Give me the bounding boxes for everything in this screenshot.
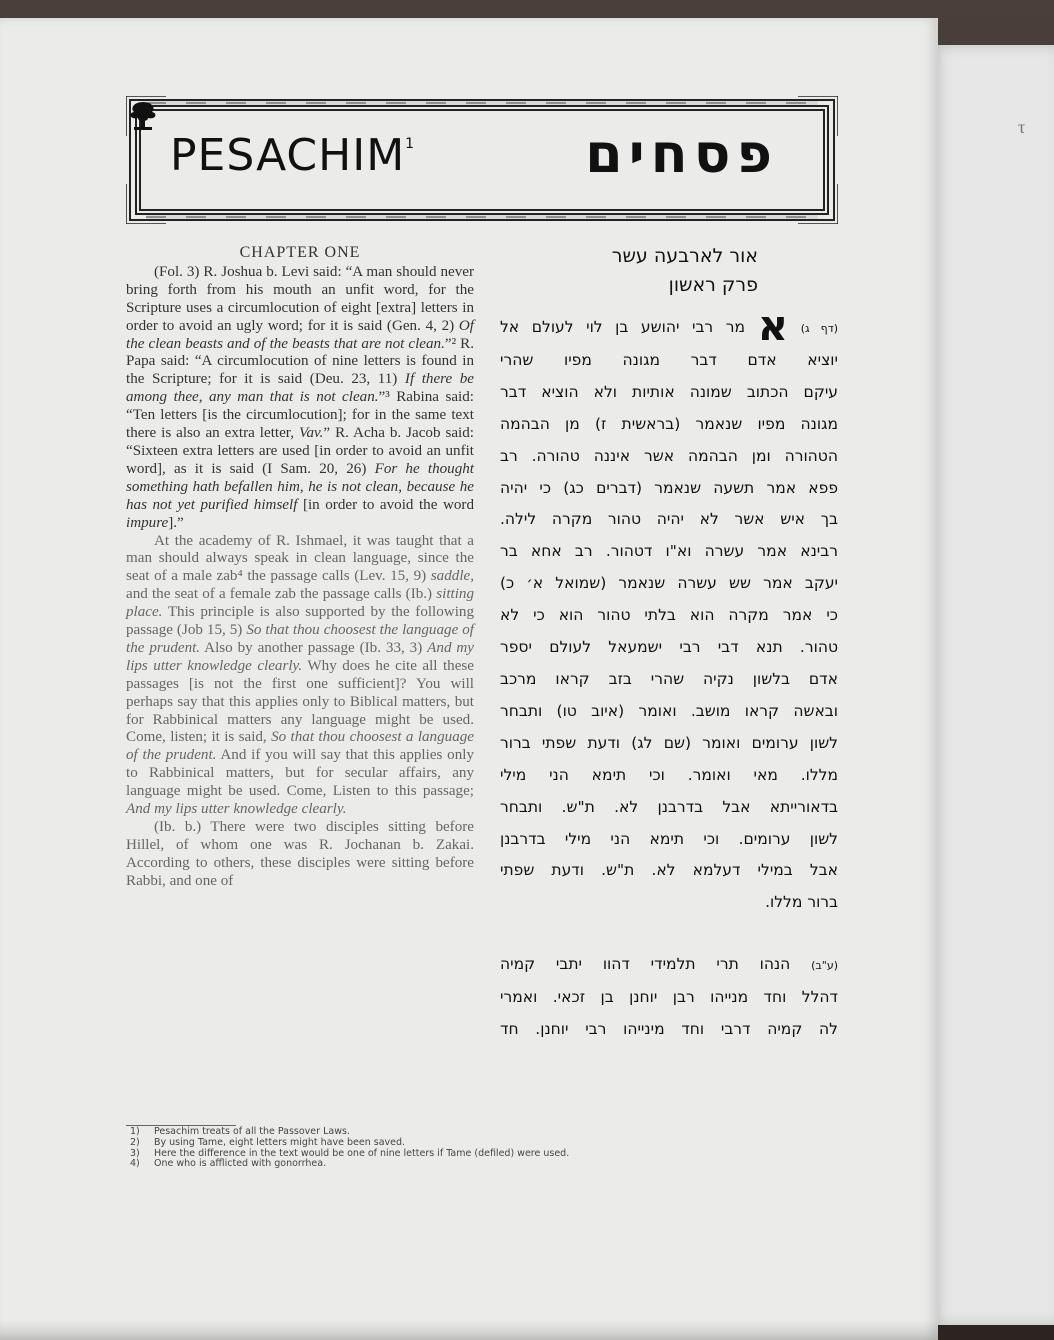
hebrew-line: הטהורה ומן הבהמה אשר איננה טהורה. רב (500, 446, 838, 465)
hebrew-line: עיקם הכתוב שמונה אותיות ולא הוציא דבר (500, 382, 838, 401)
adjacent-page (930, 45, 1054, 1325)
quote-run: And my lips utter knowledge clearly. (126, 801, 347, 818)
text-run: ”³ Rabina said: “Ten letters [is the circumlocution]; for in the same text there is also an extra letter, (126, 389, 474, 442)
paragraph-gap (500, 919, 838, 949)
hebrew-heading-1: אור לארבעה עשר (611, 245, 758, 267)
quote-run: Vav. (298, 425, 324, 442)
hebrew-line: טהור. תנא דבי רבי ישמעאל לעולם יספר (500, 638, 838, 657)
text-run: Why does he cite all these passages [is not the first one sufficient]? You will perhaps say that this applies only to Biblical matters, but for Rabbinical matters any language might be used. Come, listen; it is said, (126, 657, 474, 746)
title-frame (126, 96, 838, 224)
footnote-text: Here the difference in the text would be one of nine letters if Tame (defiled) were used. (154, 1147, 570, 1159)
hebrew-line: פפא אמר תשעה שנאמר (דברים כג) כי יהיה (500, 478, 838, 497)
chapter-heading: CHAPTER ONE (239, 244, 361, 261)
footnote-number: 3) (130, 1147, 140, 1159)
english-paragraph-3: (Ib. b.) There were two disciples sitting before Hillel, of whom one was R. Jochanan b. Zakai. According to others, these disciples were sitting before Rabbi, and one of (126, 819, 474, 889)
title-english (170, 130, 415, 181)
text-run: and the seat of a female zab the passage calls (Ib.) (126, 586, 437, 603)
quote-run: And my lips utter knowledge clearly. (126, 639, 474, 674)
hebrew-line (500, 301, 838, 350)
footnote (130, 1158, 840, 1170)
english-paragraph-2 (126, 533, 474, 820)
hebrew-line: ברור מללו. (765, 893, 838, 912)
english-column (126, 244, 474, 891)
text-run: (Fol. 3) R. Joshua b. Levi said: “A man should never bring forth from his mouth an unfit word, for the Scripture uses a circumlocution of eight [extra] letters in order to avoid an ugly word; for it is said (Gen. 4, 2) (126, 263, 474, 334)
palm-tree-ornament-icon (126, 96, 160, 132)
hebrew-line: יוציא אדם דבר מגונה מפיו שהרי (500, 350, 838, 369)
text-run: At the academy of R. Ishmael, it was taught that a man should always speak in clean language, since the seat of a male zab⁴ the passage calls (Lev. 15, 9) (126, 532, 474, 585)
quote-run: So that thou choosest a language of the prudent. (126, 729, 474, 764)
text-run: And if you will say that this applies only to Rabbinical matters, but for secular affairs, any language might be used. Come, Listen to this passage; (126, 747, 474, 800)
quote-run: saddle, (430, 568, 474, 585)
hebrew-line: אבל במילי דעלמא לא. ת"ש. ודעת שפתי (500, 861, 838, 880)
text-run: ].” (168, 514, 184, 531)
title-english-text: PESACHIM (170, 130, 406, 181)
footnote-number: 4) (130, 1158, 140, 1170)
quote-run: impure (126, 514, 169, 531)
quote-run: Of the clean beasts and of the beasts that are not clean. (126, 317, 474, 352)
hebrew-line: מגונה מפיו שנאמר (בראשית ז) מן הבהמה (500, 414, 838, 433)
hebrew-line: לשון ערומים ואומר (שם לג) ודעת שפתי ברור (500, 733, 838, 752)
hebrew-line: רבינא אמר עשרה וא"ו דטהור. רב אחא בר (500, 542, 838, 561)
hebrew-line (500, 949, 838, 982)
hebrew-line: בדאורייתא אבל בדרבנן לא. ת"ש. ותבחר (500, 797, 838, 816)
footnote-number: 2) (130, 1136, 140, 1148)
footnote-text: One who is afflicted with gonorrhea. (154, 1158, 327, 1170)
footnote-text: Pesachim treats of all the Passover Laws. (154, 1126, 350, 1137)
english-paragraph-1 (126, 264, 474, 533)
hebrew-line: מללו. מאי ואומר. וכי תימא הני מילי (500, 765, 838, 784)
hebrew-line: אדם בלשון נקיה שהרי בזב קראו מרכב (500, 669, 838, 688)
quote-run: For he thought something hath befallen him, he is not clean, because he has not yet purified himself (126, 460, 474, 513)
daf-reference: (דף ג) (800, 322, 838, 335)
footnote-text: By using Tame, eight letters might have been saved. (154, 1136, 406, 1148)
hebrew-text: הנהו תרי תלמידי דהוו יתבי קמיה (500, 955, 791, 974)
text-run: This principle is also supported by the following passage (Job 15, 5) (126, 604, 474, 639)
footnote-number: 1) (130, 1126, 140, 1137)
hebrew-line: דהלל וחד מנייהו רבן יוחנן בן זכאי. ואמרי (500, 988, 838, 1007)
hebrew-line: יעקב אמר שש עשרה שנאמר (שמואל א׳ כ) (500, 574, 838, 593)
quote-run: If there be among thee, any man that is not clean. (126, 371, 474, 406)
page-shadow (0, 1320, 938, 1340)
text-run: ”² R. Papa said: “A circumlocution of nine letters is found in the Scripture; for it is said (Deu. 23, 11) (126, 335, 475, 388)
hebrew-column (500, 242, 838, 1046)
initial-aleph: א (757, 301, 789, 350)
footnotes (130, 1126, 840, 1170)
hebrew-heading-2: פרק ראשון (668, 274, 758, 296)
hebrew-text: מר רבי יהושע בן לוי לעולם אל (500, 318, 745, 336)
margin-mark: τ (1018, 117, 1026, 137)
title-footnote-ref: 1 (405, 136, 416, 152)
hebrew-line: בך איש אשר לא יהיה טהור מקרה לילה. (500, 510, 838, 529)
text-run: Also by another passage (Ib. 33, 3) (200, 639, 428, 656)
text-run: ” R. Acha b. Jacob said: “Sixteen extra letters are used [in order to avoid an unfit word], as it is said (I Sam. 20, 26) (126, 425, 474, 477)
quote-run: sitting place. (126, 586, 474, 621)
hebrew-line: לשון ערומים. וכי תימא הני מילי בדרבנן (500, 829, 838, 848)
amud-reference: (ע"ב) (811, 959, 838, 973)
title-hebrew: פסחים (585, 122, 778, 185)
text-run: [in order to avoid the word (297, 496, 474, 513)
hebrew-line: כי אמר מקרה הוא בלתי טהור הוא כי לא (500, 606, 838, 625)
quote-run: So that thou choosest the language of the prudent. (126, 622, 474, 656)
hebrew-line: ובאשה קראו מושב. ואומר (איוב טו) ותבחר (500, 701, 838, 720)
hebrew-line: לה קמיה דרבי וחד מינייהו רבי יוחנן. חד (500, 1020, 838, 1039)
